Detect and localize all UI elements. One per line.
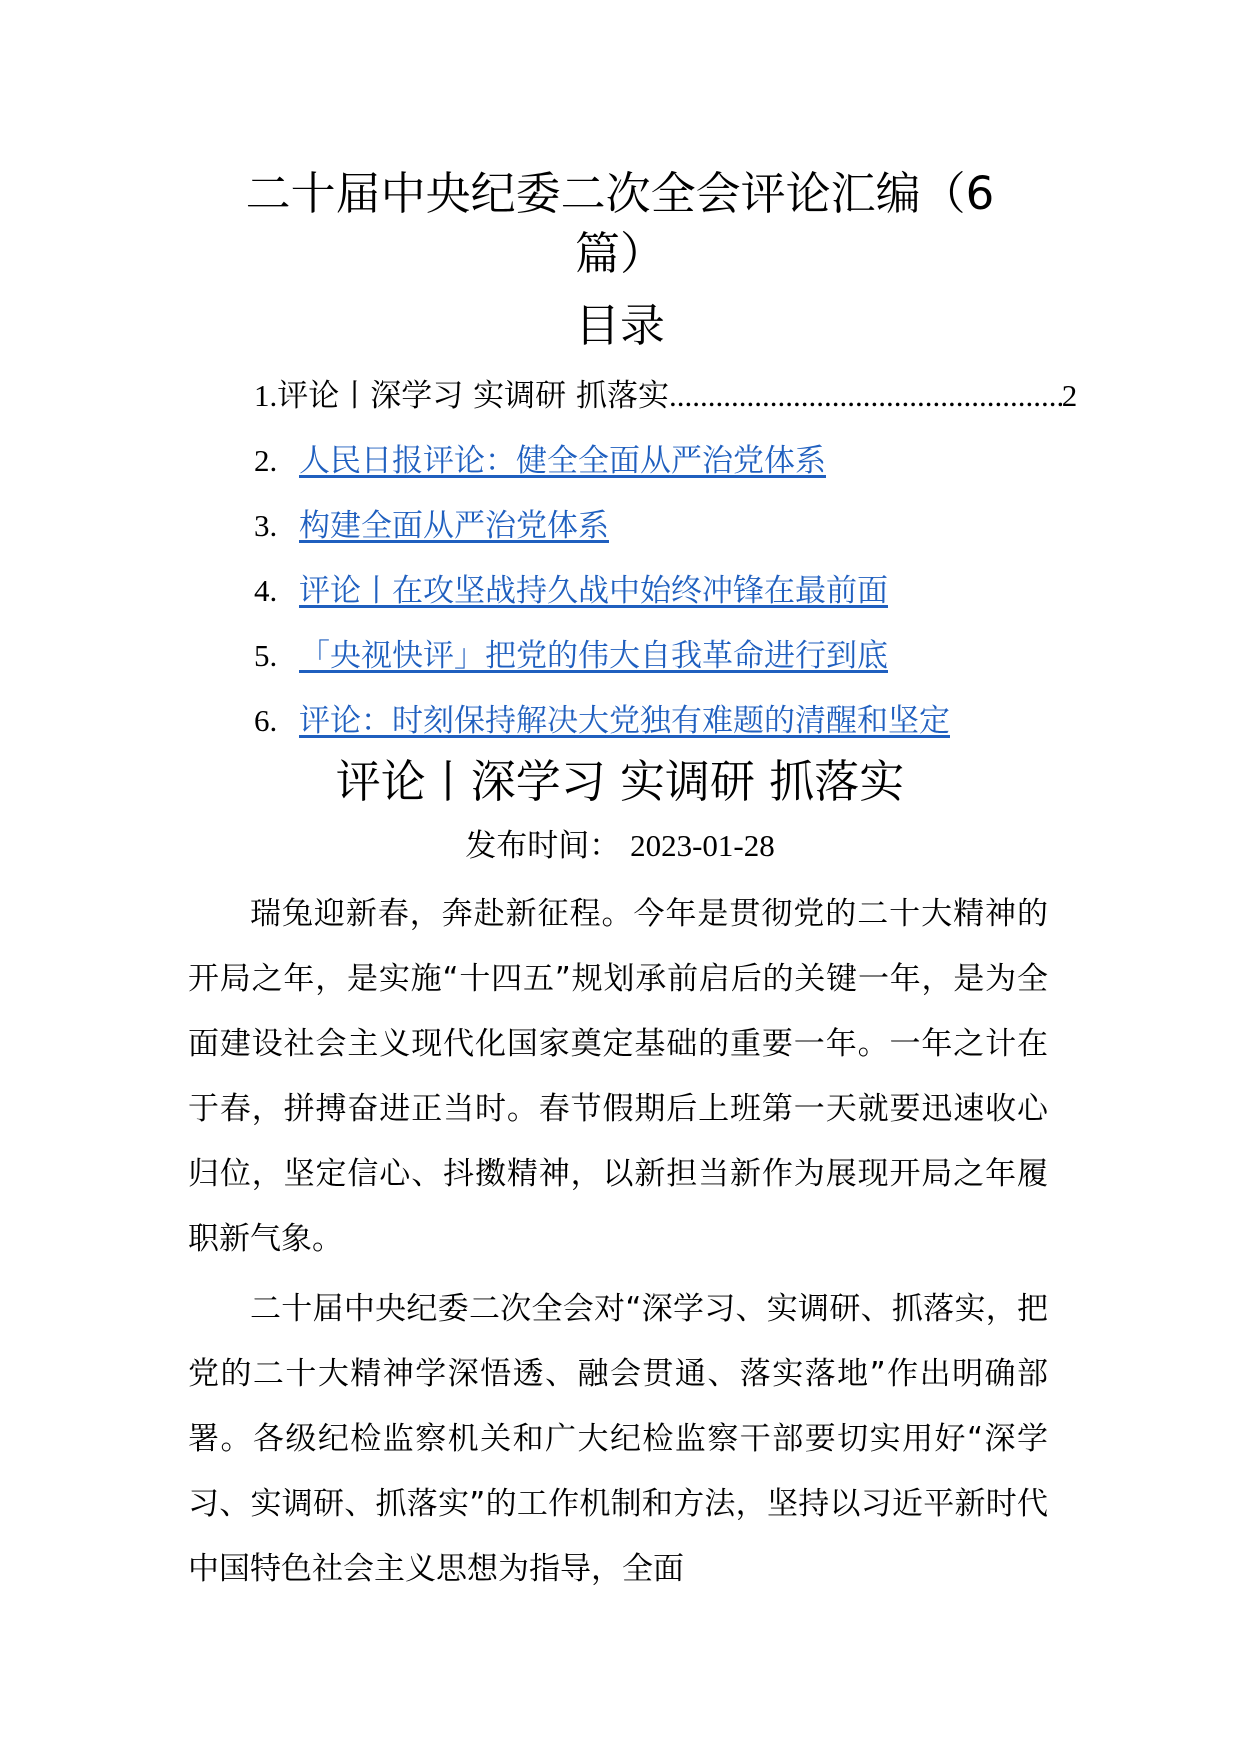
publish-date <box>0 824 1240 868</box>
toc-link[interactable]: 人民日报评论：健全全面从严治党体系 <box>299 443 826 479</box>
toc-item-1[interactable] <box>254 370 1078 435</box>
document-title-line2: 篇） <box>574 227 665 280</box>
toc-item-label: 评论丨深学习 实调研 抓落实 <box>277 378 669 414</box>
article-paragraph: 二十届中央纪委二次全会对“深学习、实调研、抓落实，把党的二十大精神学深悟透、融会贯通、落实落地”作出明确部署。各级纪检监察机关和广大纪检监察干部要切实用好“深学习、实调研、抓落实”的工作机制和方法，坚持以习近平新时代中国特色社会主义思想为指导，全面 <box>188 1291 1048 1587</box>
toc-item-4[interactable] <box>254 565 1054 630</box>
toc-link[interactable]: 构建全面从严治党体系 <box>299 508 609 544</box>
toc-page-number: 2 <box>1061 378 1078 413</box>
toc-item-6[interactable] <box>254 695 1054 760</box>
table-of-contents <box>254 370 1078 760</box>
toc-entry <box>277 370 1077 415</box>
toc-item-number: 1. <box>254 378 278 413</box>
toc-item-number: 6. <box>254 703 278 738</box>
publish-date-value: 2023-01-28 <box>630 828 775 863</box>
toc-link[interactable]: 评论：时刻保持解决大党独有难题的清醒和坚定 <box>299 703 950 739</box>
document-title <box>200 164 1040 284</box>
document-title-line1: 二十届中央纪委二次全会评论汇编（6 <box>245 167 995 220</box>
toc-item-5[interactable] <box>254 630 1054 695</box>
toc-item-number: 3. <box>254 508 278 543</box>
toc-item-number: 4. <box>254 573 278 608</box>
toc-item-2[interactable] <box>254 435 1054 500</box>
toc-item-number: 5. <box>254 638 278 673</box>
toc-link[interactable]: 「央视快评」把党的伟大自我革命进行到底 <box>299 638 888 674</box>
toc-leader-dots <box>669 378 1062 414</box>
publish-date-label: 发布时间： <box>465 828 621 864</box>
toc-item-number: 2. <box>254 443 278 478</box>
article-body <box>188 882 1048 1607</box>
toc-link[interactable]: 评论丨在攻坚战持久战中始终冲锋在最前面 <box>299 573 888 609</box>
article-title: 评论丨深学习 实调研 抓落实 <box>335 755 905 808</box>
toc-item-3[interactable] <box>254 500 1054 565</box>
article-paragraph: 瑞兔迎新春，奔赴新征程。今年是贯彻党的二十大精神的开局之年，是实施“十四五”规划承前启后的关键一年，是为全面建设社会主义现代化国家奠定基础的重要一年。一年之计在于春，拼搏奋进正当时。春节假期后上班第一天就要迅速收心归位，坚定信心、抖擞精神，以新担当新作为展现开局之年履职新气象。 <box>188 896 1048 1257</box>
toc-heading: 目录 <box>574 299 665 352</box>
